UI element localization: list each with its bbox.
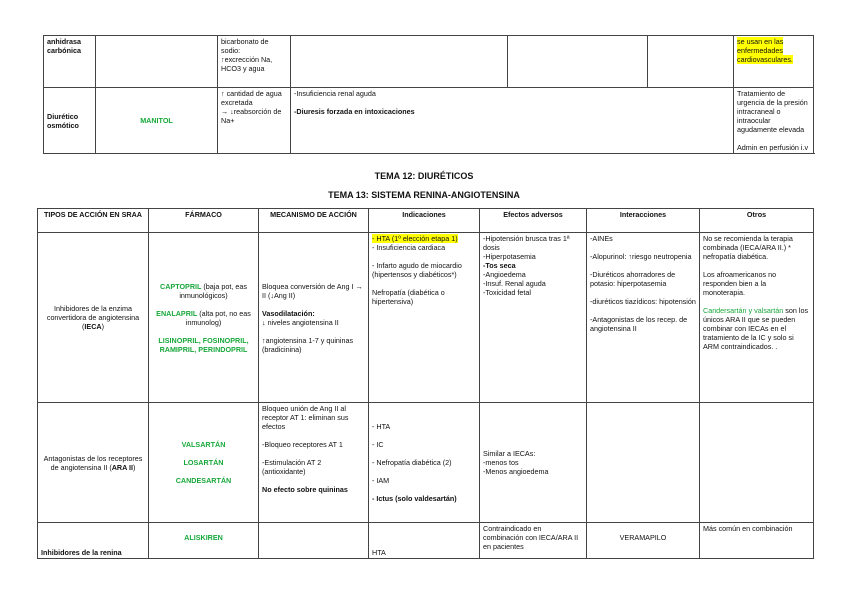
indications-cell: [369, 403, 480, 523]
drug-entry: [152, 282, 255, 300]
adverse-line: Similar a IECAs:: [483, 449, 536, 458]
indications-cell: HTA: [369, 523, 480, 559]
drug-cell: MANITOL: [96, 88, 218, 154]
indication-line: - HTA: [372, 422, 391, 431]
adverse-line: -Insuf. Renal aguda: [483, 279, 546, 288]
indication-line: - Infarto agudo de miocardio (hipertensos y diabéticos*): [372, 261, 462, 279]
drug-entry: [152, 309, 255, 327]
column-header: Interacciones: [587, 209, 700, 233]
type-label-end: ): [101, 322, 104, 331]
mechanism-line: ↓ niveles angiotensina II: [262, 317, 339, 327]
interactions-cell: [587, 233, 700, 403]
interaction-line: -Antagonistas de los recep. de angiotensina II: [590, 315, 688, 333]
indication-line: - Ictus (solo valdesartán): [372, 494, 457, 503]
adverse-cell: [508, 36, 648, 88]
mechanism-line: ↑ cantidad de agua excretada: [221, 89, 282, 107]
mechanism-line: ↑angiotensina 1-7 y quininas (bradicinina): [262, 335, 354, 354]
column-header: TIPOS DE ACCIÓN EN SRAA: [38, 209, 149, 233]
type-cell: [38, 233, 149, 403]
others-cell: [734, 36, 814, 88]
mechanism-line: ↑excrección Na, HCO3 y agua: [221, 55, 273, 73]
drug-cell: [149, 403, 259, 523]
table-row: [44, 36, 814, 88]
mechanism-line: -Bloqueo receptores AT 1: [262, 440, 343, 449]
mechanism-cell: [259, 233, 369, 403]
drug-name: VALSARTÁN: [181, 440, 226, 449]
others-cell: [700, 233, 814, 403]
highlighted-note: se usan en las enfermedades cardiovasculares.: [737, 37, 793, 64]
others-line: Tratamiento de urgencia de la presión intracraneal o intraocular agudamente elevada: [737, 89, 808, 134]
heading-renina-angiotensina: TEMA 13: SISTEMA RENINA-ANGIOTENSINA: [328, 190, 520, 200]
mechanism-line: Bloqueo unión de Ang II al receptor AT 1: eliminan sus efectos: [262, 404, 349, 431]
drug-name: LOSARTÁN: [183, 458, 224, 467]
top-table: [43, 35, 814, 154]
type-cell: Diurético osmótico: [44, 88, 96, 154]
mechanism-cell: [259, 403, 369, 523]
others-paragraph: No se recomienda la terapia combinada (IECA/ARA II.) * nefropatía diabética.: [703, 234, 793, 261]
type-abbr: IECA: [84, 322, 102, 331]
drug-name: CANDESARTÁN: [175, 476, 232, 485]
table-header-row: [38, 209, 814, 233]
indication-line: - IAM: [372, 476, 390, 485]
indication-line: - Nefropatía diabética (2): [372, 458, 452, 467]
drug-note: (baja pot, eas inmunológicos): [179, 281, 247, 300]
indications-cell: [291, 88, 734, 154]
drug-cell: [96, 36, 218, 88]
drug-name: ENALAPRIL: [156, 308, 198, 318]
heading-diureticos: TEMA 12: DIURÉTICOS: [374, 171, 474, 181]
indication-line: -Insuficiencia renal aguda: [294, 89, 376, 98]
indications-cell: [369, 233, 480, 403]
column-header: Efectos adversos: [480, 209, 587, 233]
mechanism-line: -Estimulación AT 2 (antioxidante): [262, 458, 322, 476]
adverse-line: -Toxicidad fetal: [483, 288, 531, 297]
mechanism-line: → ↓reabsorción de Na+: [221, 107, 282, 125]
interaction-line: -diuréticos tiazídicos: hipotensión: [590, 297, 696, 306]
mechanism-cell: [259, 523, 369, 559]
indication-line: - Insuficiencia cardiaca: [372, 243, 446, 252]
type-label: Inhibidores de la enzima convertidora de angiotensina (: [46, 304, 140, 331]
drug-cell: [149, 233, 259, 403]
column-header: FÁRMACO: [149, 209, 259, 233]
type-cell: Inhibidores de la renina: [38, 523, 149, 559]
drug-name: LISINOPRIL, FOSINOPRIL, RAMIPRIL, PERINDOPRIL: [158, 335, 249, 354]
type-abbr: ARA II: [111, 462, 134, 472]
others-paragraph: Los afroamericanos no responden bien a la monoterapia.: [703, 270, 777, 297]
mechanism-line: bicarbonato de sodio:: [221, 37, 269, 55]
highlighted-indication: - HTA (1º elección etapa 1): [372, 234, 458, 243]
others-cell: [734, 88, 814, 154]
drug-cell: ALISKIREN: [149, 523, 259, 559]
adverse-cell: [480, 403, 587, 523]
table-row: [38, 233, 814, 403]
drug-name: CAPTOPRIL: [160, 281, 202, 291]
adverse-line: -Tos seca: [483, 261, 516, 270]
indication-line: Nefropatía (diabética o hipertensiva): [372, 288, 445, 306]
mechanism-cell: [218, 36, 291, 88]
adverse-line: -Hipotensión brusca tras 1ª dosis: [483, 234, 570, 252]
others-cell: Más común en combinación: [700, 523, 814, 559]
adverse-line: -Hiperpotasemia: [483, 252, 536, 261]
indication-line: -Diuresis forzada en intoxicaciones: [294, 107, 415, 116]
interactions-cell: [648, 36, 734, 88]
mechanism-line: Bloquea conversión de Ang I → II (↓Ang II): [262, 281, 363, 300]
table-row: [38, 523, 814, 559]
table-row: [44, 88, 814, 154]
mechanism-line: No efecto sobre quininas: [262, 485, 348, 494]
others-text: son los únicos ARA II que se pueden combinar con IECAs en el tratamiento de la IC y solo si ARM contraindicados. .: [703, 306, 809, 351]
interaction-line: -Alopurinol: ↑riesgo neutropenia: [590, 252, 692, 261]
drug-highlight: Candersartán y valsartán: [703, 306, 784, 315]
indications-cell: [291, 36, 508, 88]
others-line: Admin en perfusión i.v: [737, 143, 809, 152]
mechanism-line: Vasodilatación:: [262, 308, 315, 318]
adverse-line: -Menos angioedema: [483, 467, 549, 476]
type-label: Antagonistas de los receptores de angiotensina II (: [43, 453, 143, 472]
column-header: Indicaciones: [369, 209, 480, 233]
adverse-line: -menos tos: [483, 458, 519, 467]
adverse-cell: Contraindicado en combinación con IECA/ARA II en pacientes: [480, 523, 587, 559]
interactions-cell: [587, 403, 700, 523]
type-label-end: ): [133, 462, 136, 472]
type-cell: [38, 403, 149, 523]
mechanism-cell: [218, 88, 291, 154]
interaction-line: -AINEs: [590, 234, 613, 243]
table-row: [38, 403, 814, 523]
adverse-cell: [480, 233, 587, 403]
column-header: Otros: [700, 209, 814, 233]
adverse-line: -Angioedema: [483, 270, 526, 279]
column-header: MECANISMO DE ACCIÓN: [259, 209, 369, 233]
others-paragraph: [703, 306, 810, 351]
interaction-line: -Diuréticos ahorradores de potasio: hiperpotasemia: [590, 270, 676, 288]
type-cell: anhidrasa carbónica: [44, 36, 96, 88]
drug-note: (alta pot, no eas inmunolog): [185, 308, 251, 327]
others-cell: [700, 403, 814, 523]
interactions-cell: VERAMAPILO: [587, 523, 700, 559]
indication-line: - IC: [372, 440, 384, 449]
raas-table: [37, 208, 814, 559]
